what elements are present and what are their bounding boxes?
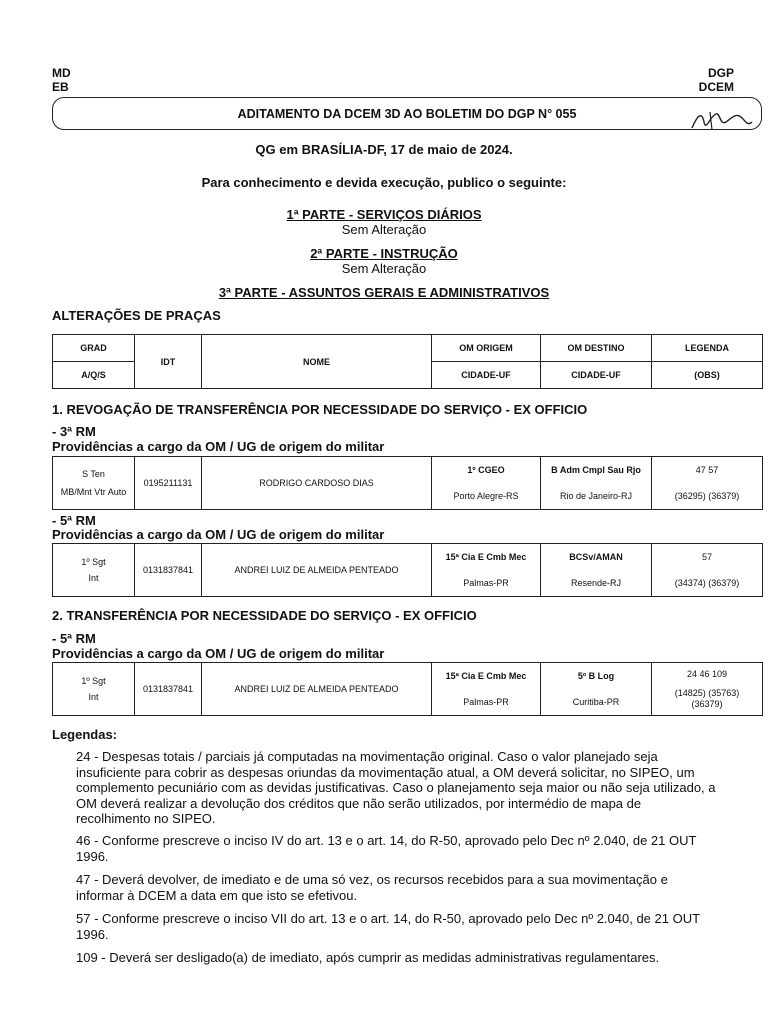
publish-line: Para conhecimento e devida execução, publico o seguinte: xyxy=(201,175,567,190)
cell-grad: 1º Sgt xyxy=(81,557,106,567)
header-left xyxy=(52,66,71,94)
header-eb: EB xyxy=(52,80,69,94)
cell-cidade-origem: Porto Alegre-RS xyxy=(453,491,519,501)
cell-om-destino: 5º B Log xyxy=(577,671,615,681)
cell-idt: 0131837841 xyxy=(135,544,202,597)
th-legenda: LEGENDA xyxy=(652,335,763,362)
s2-g1-rm: - 5ª RM xyxy=(52,631,96,646)
cell-obs: (34374) (36379) xyxy=(674,578,740,588)
header-table xyxy=(52,334,763,389)
s1-g1-rm: - 3ª RM xyxy=(52,424,96,439)
table-row xyxy=(53,457,763,510)
banner-title: ADITAMENTO DA DCEM 3D AO BOLETIM DO DGP N° 055 xyxy=(237,107,577,121)
th-om-origem: OM ORIGEM xyxy=(432,335,541,362)
cell-qual: MB/Mnt Vtr Auto xyxy=(60,487,127,497)
place-date: QG em BRASÍLIA-DF, 17 de maio de 2024. xyxy=(255,142,513,157)
cell-cidade-destino: Resende-RJ xyxy=(570,578,622,588)
th-grad: GRAD xyxy=(53,335,135,362)
s1-g2-table xyxy=(52,543,763,597)
cell-qual: Int xyxy=(88,573,99,583)
s1-g2-providencias: Providências a cargo da OM / UG de origem do militar xyxy=(52,527,385,542)
cell-cidade-origem: Palmas-PR xyxy=(463,578,509,588)
s2-g1-table xyxy=(52,662,763,716)
cell-om-origem: 15ª Cia E Cmb Mec xyxy=(445,671,527,681)
title-banner xyxy=(52,97,762,130)
cell-om-origem: 15ª Cia E Cmb Mec xyxy=(445,552,527,562)
th-cidade-destino: CIDADE-UF xyxy=(541,362,652,389)
section-1-title: 1. REVOGAÇÃO DE TRANSFERÊNCIA POR NECESSIDADE DO SERVIÇO - EX OFFICIO xyxy=(52,402,588,417)
section-2-title: 2. TRANSFERÊNCIA POR NECESSIDADE DO SERVIÇO - EX OFFICIO xyxy=(52,608,477,623)
header-dcem: DCEM xyxy=(698,80,734,94)
cell-cidade-destino: Curitiba-PR xyxy=(572,697,620,707)
cell-nome: ANDREI LUIZ DE ALMEIDA PENTEADO xyxy=(202,663,432,716)
legend-57: 57 - Conforme prescreve o inciso VII do art. 13 e o art. 14, do R-50, aprovado pelo Dec nº 2.040, de 21 OUT 1996. xyxy=(76,911,700,942)
cell-om-destino: BCSv/AMAN xyxy=(569,552,623,562)
s1-g1-table xyxy=(52,456,763,510)
cell-obs: (14825) (35763) (36379) xyxy=(674,687,740,709)
table-row xyxy=(53,663,763,716)
cell-legenda: 57 xyxy=(701,552,712,562)
legend-24: 24 - Despesas totais / parciais já computadas na movimentação original. Caso o valor planejado seja insuficiente para cobrir as despesas oriundas da movimentação atual, a OM deverá solicitar, no SIPEO, um complemento pecuniário com as devidas justificativas. Caso o planejamento seja maior ou não seja utilizado, a OM deverá realizar a devolução dos créditos que não serão utilizados, por intermédio de mapa de recolhimento no SIPEO. xyxy=(76,749,716,826)
cell-om-destino: B Adm Cmpl Sau Rjo xyxy=(551,465,641,475)
header-md: MD xyxy=(52,66,71,80)
cell-nome: ANDREI LUIZ DE ALMEIDA PENTEADO xyxy=(202,544,432,597)
th-om-destino: OM DESTINO xyxy=(541,335,652,362)
legend-46: 46 - Conforme prescreve o inciso IV do art. 13 e o art. 14, do R-50, aprovado pelo Dec nº 2.040, de 21 OUT 1996. xyxy=(76,833,697,864)
part-3-title: 3ª PARTE - ASSUNTOS GERAIS E ADMINISTRATIVOS xyxy=(218,285,550,300)
th-cidade-origem: CIDADE-UF xyxy=(432,362,541,389)
s1-g2-rm: - 5ª RM xyxy=(52,513,96,528)
cell-legenda: 24 46 109 xyxy=(686,668,728,679)
cell-obs: (36295) (36379) xyxy=(674,491,740,501)
cell-grad: 1º Sgt xyxy=(81,676,106,686)
th-nome: NOME xyxy=(202,335,432,389)
part-2-status: Sem Alteração xyxy=(341,261,427,276)
header-right xyxy=(699,66,734,94)
table-row xyxy=(53,544,763,597)
legendas-title: Legendas: xyxy=(52,727,118,742)
th-aqs: A/Q/S xyxy=(53,362,135,389)
s2-g1-providencias: Providências a cargo da OM / UG de origem do militar xyxy=(52,646,385,661)
th-idt: IDT xyxy=(135,335,202,389)
alteracoes-title: ALTERAÇÕES DE PRAÇAS xyxy=(52,308,221,323)
cell-nome: RODRIGO CARDOSO DIAS xyxy=(202,457,432,510)
legend-47: 47 - Deverá devolver, de imediato e de uma só vez, os recursos recebidos para a sua movimentação e informar à DCEM a data em que isto se efetivou. xyxy=(76,872,668,903)
cell-cidade-origem: Palmas-PR xyxy=(463,697,509,707)
part-1-status: Sem Alteração xyxy=(341,222,427,237)
cell-grad: S Ten xyxy=(82,469,105,479)
part-1-title: 1ª PARTE - SERVIÇOS DIÁRIOS xyxy=(286,207,482,222)
cell-idt: 0131837841 xyxy=(135,663,202,716)
th-obs: (OBS) xyxy=(652,362,763,389)
cell-cidade-destino: Rio de Janeiro-RJ xyxy=(559,491,633,501)
signature-icon xyxy=(690,108,760,136)
cell-om-origem: 1º CGEO xyxy=(467,465,505,475)
cell-idt: 0195211131 xyxy=(135,457,202,510)
cell-qual: Int xyxy=(88,692,99,702)
header-dgp: DGP xyxy=(707,66,734,80)
legend-109: 109 - Deverá ser desligado(a) de imediato, após cumprir as medidas administrativas regulamentares. xyxy=(76,950,660,965)
s1-g1-providencias: Providências a cargo da OM / UG de origem do militar xyxy=(52,439,385,454)
part-2-title: 2ª PARTE - INSTRUÇÃO xyxy=(310,246,458,261)
cell-legenda: 47 57 xyxy=(695,465,719,475)
